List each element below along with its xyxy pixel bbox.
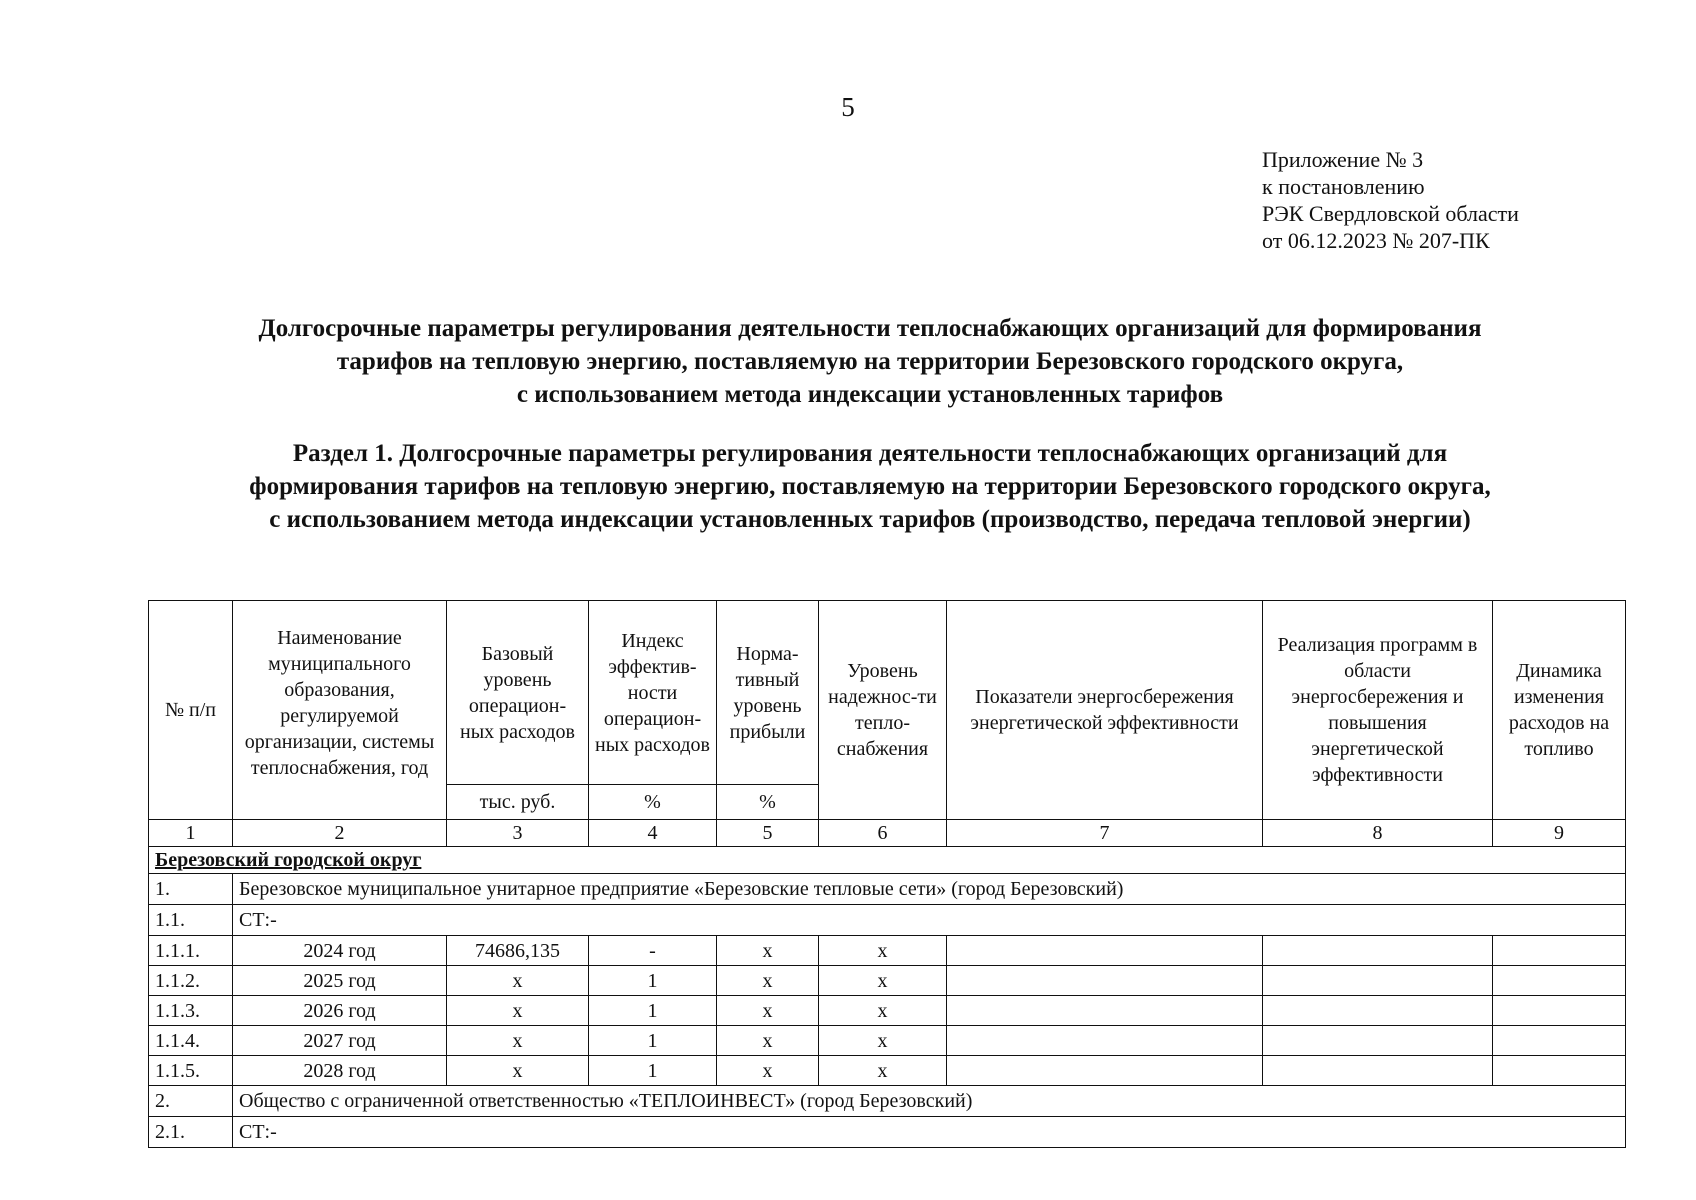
- energy-saving-cell: [947, 1056, 1263, 1086]
- unit-index: %: [589, 785, 717, 820]
- energy-saving-cell: [947, 966, 1263, 996]
- header-programs: Реализация программ в области энергосбережения и повышения энергетической эффективности: [1263, 601, 1493, 820]
- column-number: 6: [819, 820, 947, 847]
- base-opex-cell: x: [447, 1026, 589, 1056]
- year-cell: 2027 год: [233, 1026, 447, 1056]
- group-row: [149, 847, 1626, 874]
- row-number: 1.1.4.: [149, 1026, 233, 1056]
- header-reliability: Уровень надежнос-ти тепло-снабжения: [819, 601, 947, 820]
- table-row: [149, 996, 1626, 1026]
- energy-saving-cell: [947, 936, 1263, 966]
- year-cell: 2025 год: [233, 966, 447, 996]
- section-title-line: формирования тарифов на тепловую энергию, поставляемую на территории Березовского городского округа,: [249, 473, 1491, 500]
- profit-cell: x: [717, 996, 819, 1026]
- fuel-cell: [1493, 966, 1626, 996]
- column-number: 9: [1493, 820, 1626, 847]
- programs-cell: [1263, 1026, 1493, 1056]
- appendix-line: РЭК Свердловской области: [1262, 201, 1519, 226]
- row-number: 1.1.: [149, 905, 233, 936]
- reliability-cell: x: [819, 1056, 947, 1086]
- main-title-line: Долгосрочные параметры регулирования деятельности теплоснабжающих организаций для формирования: [258, 315, 1482, 342]
- fuel-cell: [1493, 1026, 1626, 1056]
- unit-base: тыс. руб.: [447, 785, 589, 820]
- appendix-line: к постановлению: [1262, 174, 1425, 199]
- base-opex-cell: x: [447, 996, 589, 1026]
- programs-cell: [1263, 936, 1493, 966]
- header-fuel: Динамика изменения расходов на топливо: [1493, 601, 1626, 820]
- year-cell: 2028 год: [233, 1056, 447, 1086]
- efficiency-index-cell: 1: [589, 996, 717, 1026]
- table-row: [149, 936, 1626, 966]
- row-number: 2.1.: [149, 1117, 233, 1148]
- column-numbers-row: [149, 820, 1626, 847]
- parameters-table: [148, 600, 1626, 1148]
- column-number: 2: [233, 820, 447, 847]
- table-row: [149, 966, 1626, 996]
- system-name: СТ:-: [233, 1117, 1626, 1148]
- header-num: № п/п: [149, 601, 233, 820]
- column-number: 8: [1263, 820, 1493, 847]
- column-number: 5: [717, 820, 819, 847]
- efficiency-index-cell: -: [589, 936, 717, 966]
- fuel-cell: [1493, 996, 1626, 1026]
- table-row: [149, 1026, 1626, 1056]
- header-profit-level: Норма-тивный уровень прибыли: [717, 601, 819, 785]
- profit-cell: x: [717, 966, 819, 996]
- row-number: 2.: [149, 1086, 233, 1117]
- organization-name: Общество с ограниченной ответственностью «ТЕПЛОИНВЕСТ» (город Березовский): [233, 1086, 1626, 1117]
- reliability-cell: x: [819, 1026, 947, 1056]
- system-name: СТ:-: [233, 905, 1626, 936]
- reliability-cell: x: [819, 996, 947, 1026]
- profit-cell: x: [717, 1026, 819, 1056]
- main-title-line: с использованием метода индексации установленных тарифов: [516, 381, 1224, 408]
- row-number: 1.1.2.: [149, 966, 233, 996]
- header-energy-saving: Показатели энергосбережения энергетической эффективности: [947, 601, 1263, 820]
- section-title-line: с использованием метода индексации установленных тарифов (производство, передача тепловой энергии): [269, 506, 1471, 533]
- header-efficiency-index: Индекс эффектив-ности операцион-ных расходов: [589, 601, 717, 785]
- year-cell: 2024 год: [233, 936, 447, 966]
- table-row: [149, 1056, 1626, 1086]
- base-opex-cell: 74686,135: [447, 936, 589, 966]
- system-row: [149, 1117, 1626, 1148]
- programs-cell: [1263, 1056, 1493, 1086]
- system-row: [149, 905, 1626, 936]
- efficiency-index-cell: 1: [589, 1026, 717, 1056]
- programs-cell: [1263, 996, 1493, 1026]
- column-number: 4: [589, 820, 717, 847]
- energy-saving-cell: [947, 996, 1263, 1026]
- main-title-line: тарифов на тепловую энергию, поставляемую на территории Березовского городского округа,: [336, 348, 1404, 375]
- header-row: [149, 601, 1626, 785]
- energy-saving-cell: [947, 1026, 1263, 1056]
- row-number: 1.1.1.: [149, 936, 233, 966]
- organization-row: [149, 1086, 1626, 1117]
- profit-cell: x: [717, 936, 819, 966]
- efficiency-index-cell: 1: [589, 1056, 717, 1086]
- column-number: 1: [149, 820, 233, 847]
- programs-cell: [1263, 966, 1493, 996]
- reliability-cell: x: [819, 966, 947, 996]
- header-name: Наименование муниципального образования, регулируемой организации, системы теплоснабжения, год: [233, 601, 447, 820]
- appendix-line: от 06.12.2023 № 207-ПК: [1262, 228, 1490, 253]
- column-number: 3: [447, 820, 589, 847]
- year-cell: 2026 год: [233, 996, 447, 1026]
- row-number: 1.1.3.: [149, 996, 233, 1026]
- appendix-line: Приложение № 3: [1262, 147, 1424, 172]
- main-title: [60, 312, 1680, 411]
- row-number: 1.1.5.: [149, 1056, 233, 1086]
- section-title-line: Раздел 1. Долгосрочные параметры регулирования деятельности теплоснабжающих организаций для: [292, 440, 1448, 467]
- header-base-opex: Базовый уровень операцион-ных расходов: [447, 601, 589, 785]
- base-opex-cell: x: [447, 1056, 589, 1086]
- fuel-cell: [1493, 936, 1626, 966]
- section-title: [60, 437, 1680, 536]
- efficiency-index-cell: 1: [589, 966, 717, 996]
- organization-row: [149, 874, 1626, 905]
- fuel-cell: [1493, 1056, 1626, 1086]
- appendix-block: [1262, 146, 1519, 254]
- page-number: 5: [841, 92, 855, 122]
- row-number: 1.: [149, 874, 233, 905]
- column-number: 7: [947, 820, 1263, 847]
- organization-name: Березовское муниципальное унитарное предприятие «Березовские тепловые сети» (город Березовский): [233, 874, 1626, 905]
- unit-profit: %: [717, 785, 819, 820]
- base-opex-cell: x: [447, 966, 589, 996]
- profit-cell: x: [717, 1056, 819, 1086]
- reliability-cell: x: [819, 936, 947, 966]
- group-label: Березовский городской округ: [149, 847, 1626, 874]
